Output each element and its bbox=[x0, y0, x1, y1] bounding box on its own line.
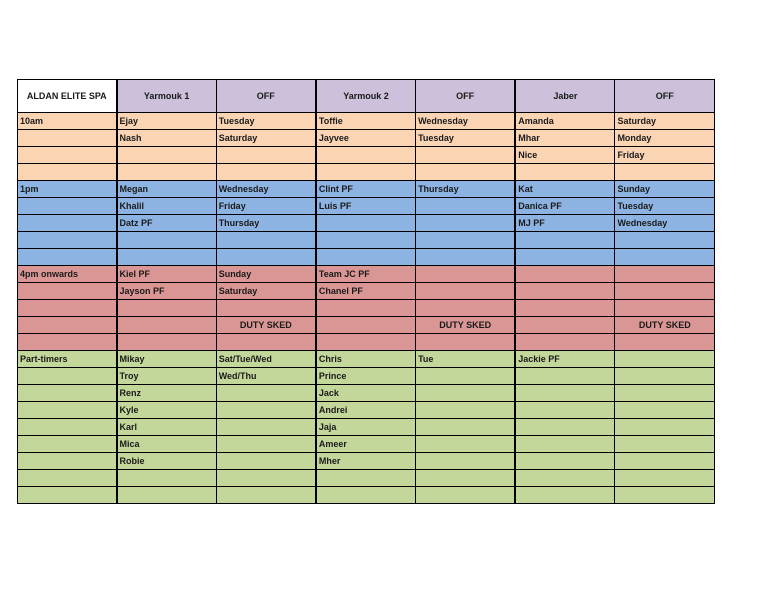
yarmouk1-staff-cell: Jayson PF bbox=[117, 283, 217, 300]
yarmouk1-staff-cell bbox=[117, 334, 217, 351]
yarmouk1-off-cell bbox=[216, 453, 316, 470]
yarmouk1-off-cell bbox=[216, 436, 316, 453]
yarmouk1-off-cell bbox=[216, 334, 316, 351]
shift-label-cell bbox=[18, 283, 117, 300]
jaber-off-cell bbox=[615, 334, 715, 351]
yarmouk1-staff-cell: Ejay bbox=[117, 113, 217, 130]
yarmouk1-off-cell bbox=[216, 470, 316, 487]
shift-label-cell bbox=[18, 232, 117, 249]
table-row bbox=[18, 249, 715, 266]
yarmouk2-off-cell bbox=[416, 334, 516, 351]
yarmouk1-staff-cell: Karl bbox=[117, 419, 217, 436]
yarmouk2-off-cell: Thursday bbox=[416, 181, 516, 198]
yarmouk1-staff-cell: Mica bbox=[117, 436, 217, 453]
yarmouk2-off-cell: DUTY SKED bbox=[416, 317, 516, 334]
table-row bbox=[18, 147, 715, 164]
shift-label-cell bbox=[18, 249, 117, 266]
yarmouk2-staff-cell: Luis PF bbox=[316, 198, 416, 215]
jaber-staff-cell bbox=[515, 266, 615, 283]
jaber-staff-cell bbox=[515, 232, 615, 249]
yarmouk1-off-cell bbox=[216, 385, 316, 402]
table-row bbox=[18, 215, 715, 232]
branch-yarmouk2-header: Yarmouk 2 bbox=[316, 80, 416, 113]
yarmouk2-off-cell: Tue bbox=[416, 351, 516, 368]
jaber-off-cell bbox=[615, 419, 715, 436]
yarmouk2-off-cell bbox=[416, 368, 516, 385]
table-row bbox=[18, 470, 715, 487]
table-row bbox=[18, 300, 715, 317]
yarmouk2-staff-cell: Jayvee bbox=[316, 130, 416, 147]
yarmouk2-staff-cell bbox=[316, 487, 416, 504]
yarmouk1-off-cell: Thursday bbox=[216, 215, 316, 232]
yarmouk2-staff-cell: Jaja bbox=[316, 419, 416, 436]
shift-label-cell bbox=[18, 198, 117, 215]
jaber-staff-cell: Jackie PF bbox=[515, 351, 615, 368]
yarmouk1-off-cell bbox=[216, 232, 316, 249]
yarmouk2-off-cell bbox=[416, 232, 516, 249]
yarmouk2-staff-cell: Andrei bbox=[316, 402, 416, 419]
shift-label-cell bbox=[18, 470, 117, 487]
yarmouk1-staff-cell: Megan bbox=[117, 181, 217, 198]
shift-label-cell bbox=[18, 453, 117, 470]
shift-label-cell bbox=[18, 317, 117, 334]
shift-label-cell bbox=[18, 385, 117, 402]
table-row bbox=[18, 181, 715, 198]
shift-label-cell bbox=[18, 147, 117, 164]
table-row bbox=[18, 368, 715, 385]
yarmouk1-staff-cell: Renz bbox=[117, 385, 217, 402]
yarmouk1-staff-cell bbox=[117, 300, 217, 317]
yarmouk2-off-cell bbox=[416, 249, 516, 266]
yarmouk1-staff-cell bbox=[117, 232, 217, 249]
yarmouk1-off-cell: Sunday bbox=[216, 266, 316, 283]
yarmouk1-staff-cell: Kiel PF bbox=[117, 266, 217, 283]
yarmouk1-off-cell: Tuesday bbox=[216, 113, 316, 130]
yarmouk2-staff-cell: Chris bbox=[316, 351, 416, 368]
table-row bbox=[18, 266, 715, 283]
yarmouk2-staff-cell bbox=[316, 470, 416, 487]
yarmouk2-staff-cell: Jack bbox=[316, 385, 416, 402]
yarmouk2-off-cell: Wednesday bbox=[416, 113, 516, 130]
yarmouk1-staff-cell bbox=[117, 164, 217, 181]
yarmouk1-staff-cell: Khalil bbox=[117, 198, 217, 215]
table-row bbox=[18, 334, 715, 351]
jaber-staff-cell bbox=[515, 368, 615, 385]
yarmouk1-off-cell: DUTY SKED bbox=[216, 317, 316, 334]
jaber-off-cell bbox=[615, 249, 715, 266]
shift-label-cell bbox=[18, 436, 117, 453]
yarmouk2-staff-cell: Chanel PF bbox=[316, 283, 416, 300]
shift-label-cell bbox=[18, 368, 117, 385]
shift-label-cell bbox=[18, 487, 117, 504]
yarmouk2-staff-cell: Team JC PF bbox=[316, 266, 416, 283]
shift-label-cell bbox=[18, 215, 117, 232]
jaber-off-cell bbox=[615, 368, 715, 385]
jaber-off-cell: Monday bbox=[615, 130, 715, 147]
yarmouk1-off-cell bbox=[216, 402, 316, 419]
jaber-staff-cell bbox=[515, 436, 615, 453]
jaber-staff-cell: Mhar bbox=[515, 130, 615, 147]
yarmouk2-off-cell bbox=[416, 215, 516, 232]
jaber-off-cell bbox=[615, 164, 715, 181]
table-row bbox=[18, 453, 715, 470]
yarmouk1-staff-cell: Mikay bbox=[117, 351, 217, 368]
table-row bbox=[18, 198, 715, 215]
yarmouk2-staff-cell bbox=[316, 249, 416, 266]
yarmouk2-off-cell bbox=[416, 453, 516, 470]
yarmouk1-off-cell: Wed/Thu bbox=[216, 368, 316, 385]
yarmouk2-staff-cell: Mher bbox=[316, 453, 416, 470]
jaber-staff-cell bbox=[515, 487, 615, 504]
branch-yarmouk1-header: Yarmouk 1 bbox=[117, 80, 217, 113]
jaber-off-cell: Wednesday bbox=[615, 215, 715, 232]
table-row bbox=[18, 317, 715, 334]
branch-jaber-header: Jaber bbox=[515, 80, 615, 113]
yarmouk1-off-cell bbox=[216, 419, 316, 436]
jaber-off-cell bbox=[615, 487, 715, 504]
yarmouk2-off-cell bbox=[416, 198, 516, 215]
yarmouk2-staff-cell bbox=[316, 164, 416, 181]
yarmouk2-staff-cell bbox=[316, 232, 416, 249]
off-yarmouk2-header: OFF bbox=[416, 80, 516, 113]
shift-label-cell: Part-timers bbox=[18, 351, 117, 368]
shift-label-cell bbox=[18, 130, 117, 147]
jaber-staff-cell bbox=[515, 385, 615, 402]
yarmouk1-off-cell bbox=[216, 147, 316, 164]
jaber-staff-cell bbox=[515, 402, 615, 419]
jaber-staff-cell bbox=[515, 164, 615, 181]
yarmouk2-off-cell bbox=[416, 300, 516, 317]
yarmouk2-off-cell bbox=[416, 283, 516, 300]
yarmouk2-staff-cell: Prince bbox=[316, 368, 416, 385]
jaber-off-cell bbox=[615, 436, 715, 453]
yarmouk1-staff-cell bbox=[117, 249, 217, 266]
jaber-off-cell: Sunday bbox=[615, 181, 715, 198]
yarmouk1-staff-cell: Robie bbox=[117, 453, 217, 470]
table-row bbox=[18, 113, 715, 130]
yarmouk1-off-cell bbox=[216, 164, 316, 181]
yarmouk1-staff-cell bbox=[117, 470, 217, 487]
jaber-staff-cell bbox=[515, 334, 615, 351]
table-row bbox=[18, 130, 715, 147]
yarmouk1-off-cell: Wednesday bbox=[216, 181, 316, 198]
jaber-off-cell bbox=[615, 453, 715, 470]
table-row bbox=[18, 164, 715, 181]
jaber-staff-cell: Kat bbox=[515, 181, 615, 198]
jaber-staff-cell: Amanda bbox=[515, 113, 615, 130]
yarmouk2-off-cell bbox=[416, 487, 516, 504]
jaber-staff-cell bbox=[515, 419, 615, 436]
shift-label-cell: 4pm onwards bbox=[18, 266, 117, 283]
jaber-off-cell bbox=[615, 351, 715, 368]
table-row bbox=[18, 436, 715, 453]
schedule-body bbox=[18, 80, 715, 504]
jaber-staff-cell bbox=[515, 249, 615, 266]
jaber-staff-cell bbox=[515, 470, 615, 487]
yarmouk1-staff-cell bbox=[117, 317, 217, 334]
jaber-off-cell bbox=[615, 470, 715, 487]
jaber-staff-cell bbox=[515, 317, 615, 334]
yarmouk1-off-cell: Saturday bbox=[216, 283, 316, 300]
yarmouk1-staff-cell: Kyle bbox=[117, 402, 217, 419]
header-row bbox=[18, 80, 715, 113]
jaber-staff-cell: MJ PF bbox=[515, 215, 615, 232]
shift-label-cell bbox=[18, 334, 117, 351]
table-row bbox=[18, 385, 715, 402]
yarmouk1-off-cell bbox=[216, 487, 316, 504]
yarmouk2-off-cell bbox=[416, 436, 516, 453]
yarmouk2-staff-cell: Toffie bbox=[316, 113, 416, 130]
yarmouk2-off-cell bbox=[416, 385, 516, 402]
jaber-off-cell bbox=[615, 232, 715, 249]
shift-label-cell bbox=[18, 164, 117, 181]
jaber-off-cell bbox=[615, 300, 715, 317]
yarmouk2-off-cell bbox=[416, 164, 516, 181]
yarmouk2-staff-cell bbox=[316, 334, 416, 351]
yarmouk2-staff-cell: Ameer bbox=[316, 436, 416, 453]
jaber-off-cell: Saturday bbox=[615, 113, 715, 130]
jaber-staff-cell: Nice bbox=[515, 147, 615, 164]
yarmouk2-staff-cell bbox=[316, 215, 416, 232]
yarmouk2-off-cell: Tuesday bbox=[416, 130, 516, 147]
yarmouk1-staff-cell bbox=[117, 487, 217, 504]
yarmouk2-off-cell bbox=[416, 402, 516, 419]
yarmouk1-staff-cell: Troy bbox=[117, 368, 217, 385]
jaber-staff-cell bbox=[515, 283, 615, 300]
off-jaber-header: OFF bbox=[615, 80, 715, 113]
duty-schedule-table bbox=[17, 79, 715, 504]
table-row bbox=[18, 283, 715, 300]
yarmouk2-staff-cell bbox=[316, 317, 416, 334]
spa-name-cell: ALDAN ELITE SPA bbox=[18, 80, 117, 113]
yarmouk1-staff-cell: Nash bbox=[117, 130, 217, 147]
shift-label-cell bbox=[18, 402, 117, 419]
table-row bbox=[18, 351, 715, 368]
jaber-off-cell bbox=[615, 283, 715, 300]
yarmouk2-staff-cell: Clint PF bbox=[316, 181, 416, 198]
table-row bbox=[18, 232, 715, 249]
yarmouk1-off-cell bbox=[216, 249, 316, 266]
table-row bbox=[18, 419, 715, 436]
yarmouk2-staff-cell bbox=[316, 147, 416, 164]
yarmouk1-off-cell bbox=[216, 300, 316, 317]
jaber-off-cell bbox=[615, 402, 715, 419]
jaber-off-cell: DUTY SKED bbox=[615, 317, 715, 334]
yarmouk1-staff-cell: Datz PF bbox=[117, 215, 217, 232]
yarmouk1-off-cell: Saturday bbox=[216, 130, 316, 147]
jaber-off-cell: Tuesday bbox=[615, 198, 715, 215]
table-row bbox=[18, 402, 715, 419]
table-row bbox=[18, 487, 715, 504]
shift-label-cell bbox=[18, 419, 117, 436]
yarmouk2-off-cell bbox=[416, 470, 516, 487]
off-yarmouk1-header: OFF bbox=[216, 80, 316, 113]
yarmouk2-staff-cell bbox=[316, 300, 416, 317]
jaber-off-cell bbox=[615, 385, 715, 402]
yarmouk1-off-cell: Friday bbox=[216, 198, 316, 215]
jaber-off-cell: Friday bbox=[615, 147, 715, 164]
yarmouk1-off-cell: Sat/Tue/Wed bbox=[216, 351, 316, 368]
jaber-off-cell bbox=[615, 266, 715, 283]
jaber-staff-cell bbox=[515, 300, 615, 317]
shift-label-cell bbox=[18, 300, 117, 317]
yarmouk2-off-cell bbox=[416, 419, 516, 436]
shift-label-cell: 1pm bbox=[18, 181, 117, 198]
jaber-staff-cell: Danica PF bbox=[515, 198, 615, 215]
yarmouk1-staff-cell bbox=[117, 147, 217, 164]
yarmouk2-off-cell bbox=[416, 266, 516, 283]
shift-label-cell: 10am bbox=[18, 113, 117, 130]
jaber-staff-cell bbox=[515, 453, 615, 470]
yarmouk2-off-cell bbox=[416, 147, 516, 164]
